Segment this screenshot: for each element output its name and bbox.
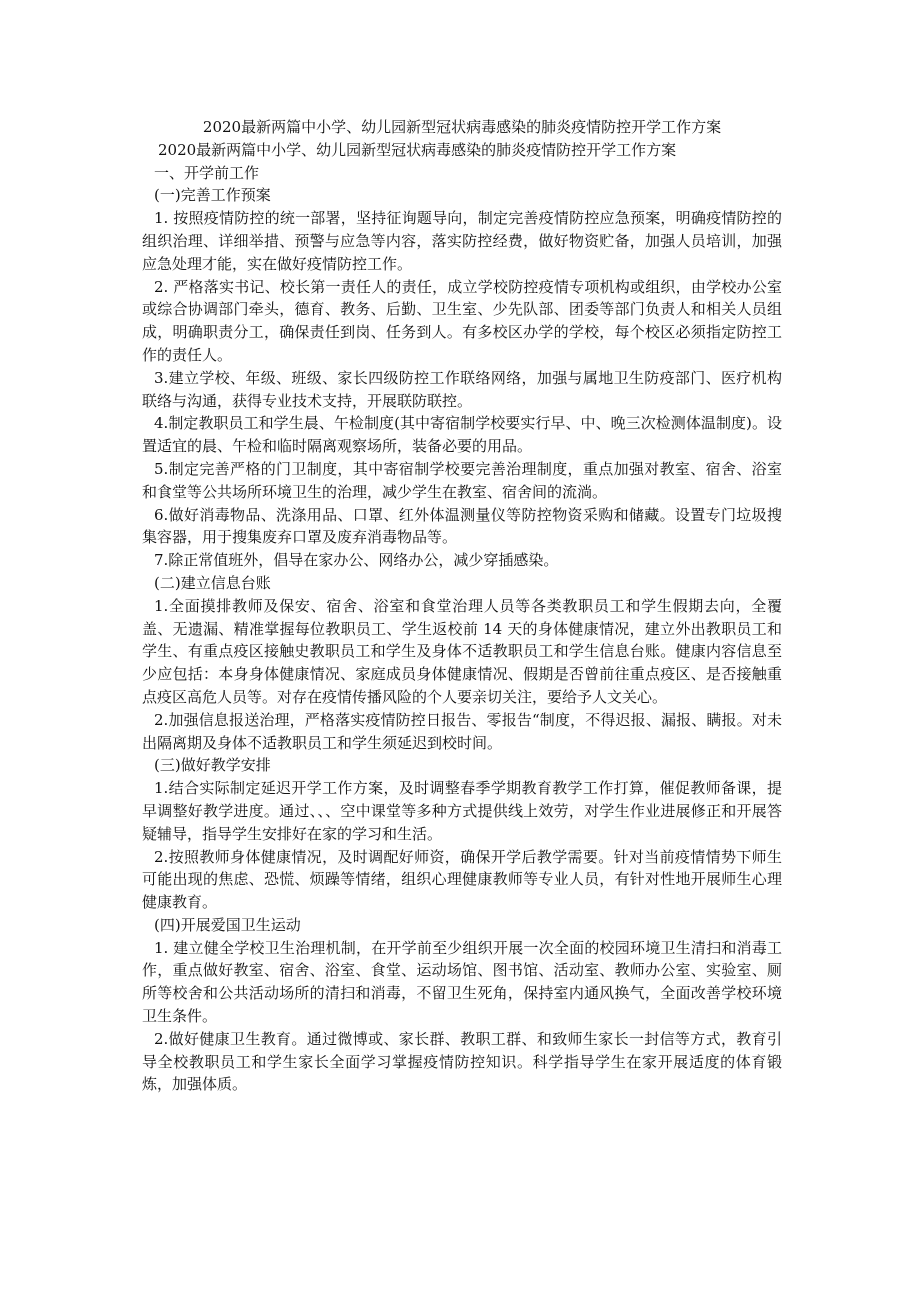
paragraph: 1. 建立健全学校卫生治理机制，在开学前至少组织开展一次全面的校园环境卫生清扫和消毒工作，重点做好教室、宿舍、浴室、食堂、运动场馆、图书馆、活动室、教师办公室、实验室、厕所等校舍和公共活动场所的清扫和消毒，不留卫生死角，保持室内通风换气，全面改善学校环境卫生条件。: [142, 938, 782, 1026]
paragraph: 1. 按照疫情防控的统一部署，坚持征询题导向，制定完善疫情防控应急预案，明确疫情防控的组织治理、详细举措、预警与应急等内容，落实防控经费，做好物资贮备，加强人员培训，加强应急处理才能，实在做好疫情防控工作。: [142, 209, 782, 273]
document-subtitle: 2020最新两篇中小学、幼儿园新型冠状病毒感染的肺炎疫情防控开学工作方案: [158, 140, 677, 159]
paragraph: 2. 严格落实书记、校长第一责任人的责任，成立学校防控疫情专项机构或组织，由学校办公室或综合协调部门牵头，德育、教务、后勤、卫生室、少先队部、团委等部门负责人和相关人员组成，明确职责分工，确保责任到岗、任务到人。有多校区办学的学校，每个校区必须指定防控工作的责任人。: [142, 277, 782, 364]
document-body: [142, 116, 782, 1096]
subsection-heading: (一)完善工作预案: [154, 186, 271, 205]
subsection-heading: (二)建立信息台账: [154, 573, 271, 592]
paragraph: 4.制定教职员工和学生晨、午检制度(其中寄宿制学校要实行早、中、晚三次检测体温制度)。设置适宜的晨、午检和临时隔离观察场所，装备必要的用品。: [142, 414, 782, 456]
paragraph: 1.结合实际制定延迟开学工作方案，及时调整春季学期教育教学工作打算，催促教师备课，提早调整好教学进度。通过、、、空中课堂等多种方式提供线上效劳，对学生作业进展修正和开展答疑辅导，指导学生安排好在家的学习和生活。: [142, 779, 782, 843]
section-heading: 一、开学前工作: [154, 163, 260, 182]
paragraph: 5.制定完善严格的门卫制度，其中寄宿制学校要完善治理制度，重点加强对教室、宿舍、浴室和食堂等公共场所环境卫生的治理，减少学生在教室、宿舍间的流淌。: [142, 459, 782, 501]
document-title: 2020最新两篇中小学、幼儿园新型冠状病毒感染的肺炎疫情防控开学工作方案: [202, 118, 722, 136]
paragraph: 2.加强信息报送治理，严格落实疫情防控日报告、零报告“制度，不得迟报、漏报、瞒报。对未出隔离期及身体不适教职员工和学生须延迟到校时间。: [142, 710, 782, 752]
paragraph: 1.全面摸排教师及保安、宿舍、浴室和食堂治理人员等各类教职员工和学生假期去向，全覆盖、无遗漏、精准掌握每位教职员工、学生返校前 14 天的身体健康情况，建立外出教职员工和学生、有重点疫区接触史教职员工和学生及身体不适教职员工和学生信息台账。健康内容信息至少应包括：本身身体健康情况、家庭成员身体健康情况、假期是否曾前往重点疫区、是否接触重点疫区高危人员等。对存在疫情传播风险的个人要亲切关注，要给予人文关心。: [142, 596, 782, 706]
paragraph: 6.做好消毒物品、洗涤用品、口罩、红外体温测量仪等防控物资采购和储藏。设置专门垃圾搜集容器，用于搜集废弃口罩及废弃消毒物品等。: [142, 505, 782, 547]
paragraph: 3.建立学校、年级、班级、家长四级防控工作联络网络，加强与属地卫生防疫部门、医疗机构联络与沟通，获得专业技术支持，开展联防联控。: [142, 368, 782, 410]
paragraph: 2.按照教师身体健康情况，及时调配好师资，确保开学后教学需要。针对当前疫情情势下师生可能出现的焦虑、恐慌、烦躁等情绪，组织心理健康教师等专业人员，有针对性地开展师生心理健康教育。: [142, 847, 782, 912]
paragraph: 2.做好健康卫生教育。通过微博或、家长群、教职工群、和致师生家长一封信等方式，教育引导全校教职员工和学生家长全面学习掌握疫情防控知识。科学指导学生在家开展适度的体育锻炼，加强体质。: [142, 1029, 782, 1094]
subsection-heading: (四)开展爱国卫生运动: [154, 915, 301, 934]
subsection-heading: (三)做好教学安排: [154, 756, 271, 775]
paragraph: 7.除正常值班外，倡导在家办公、网络办公，减少穿插感染。: [154, 551, 559, 570]
